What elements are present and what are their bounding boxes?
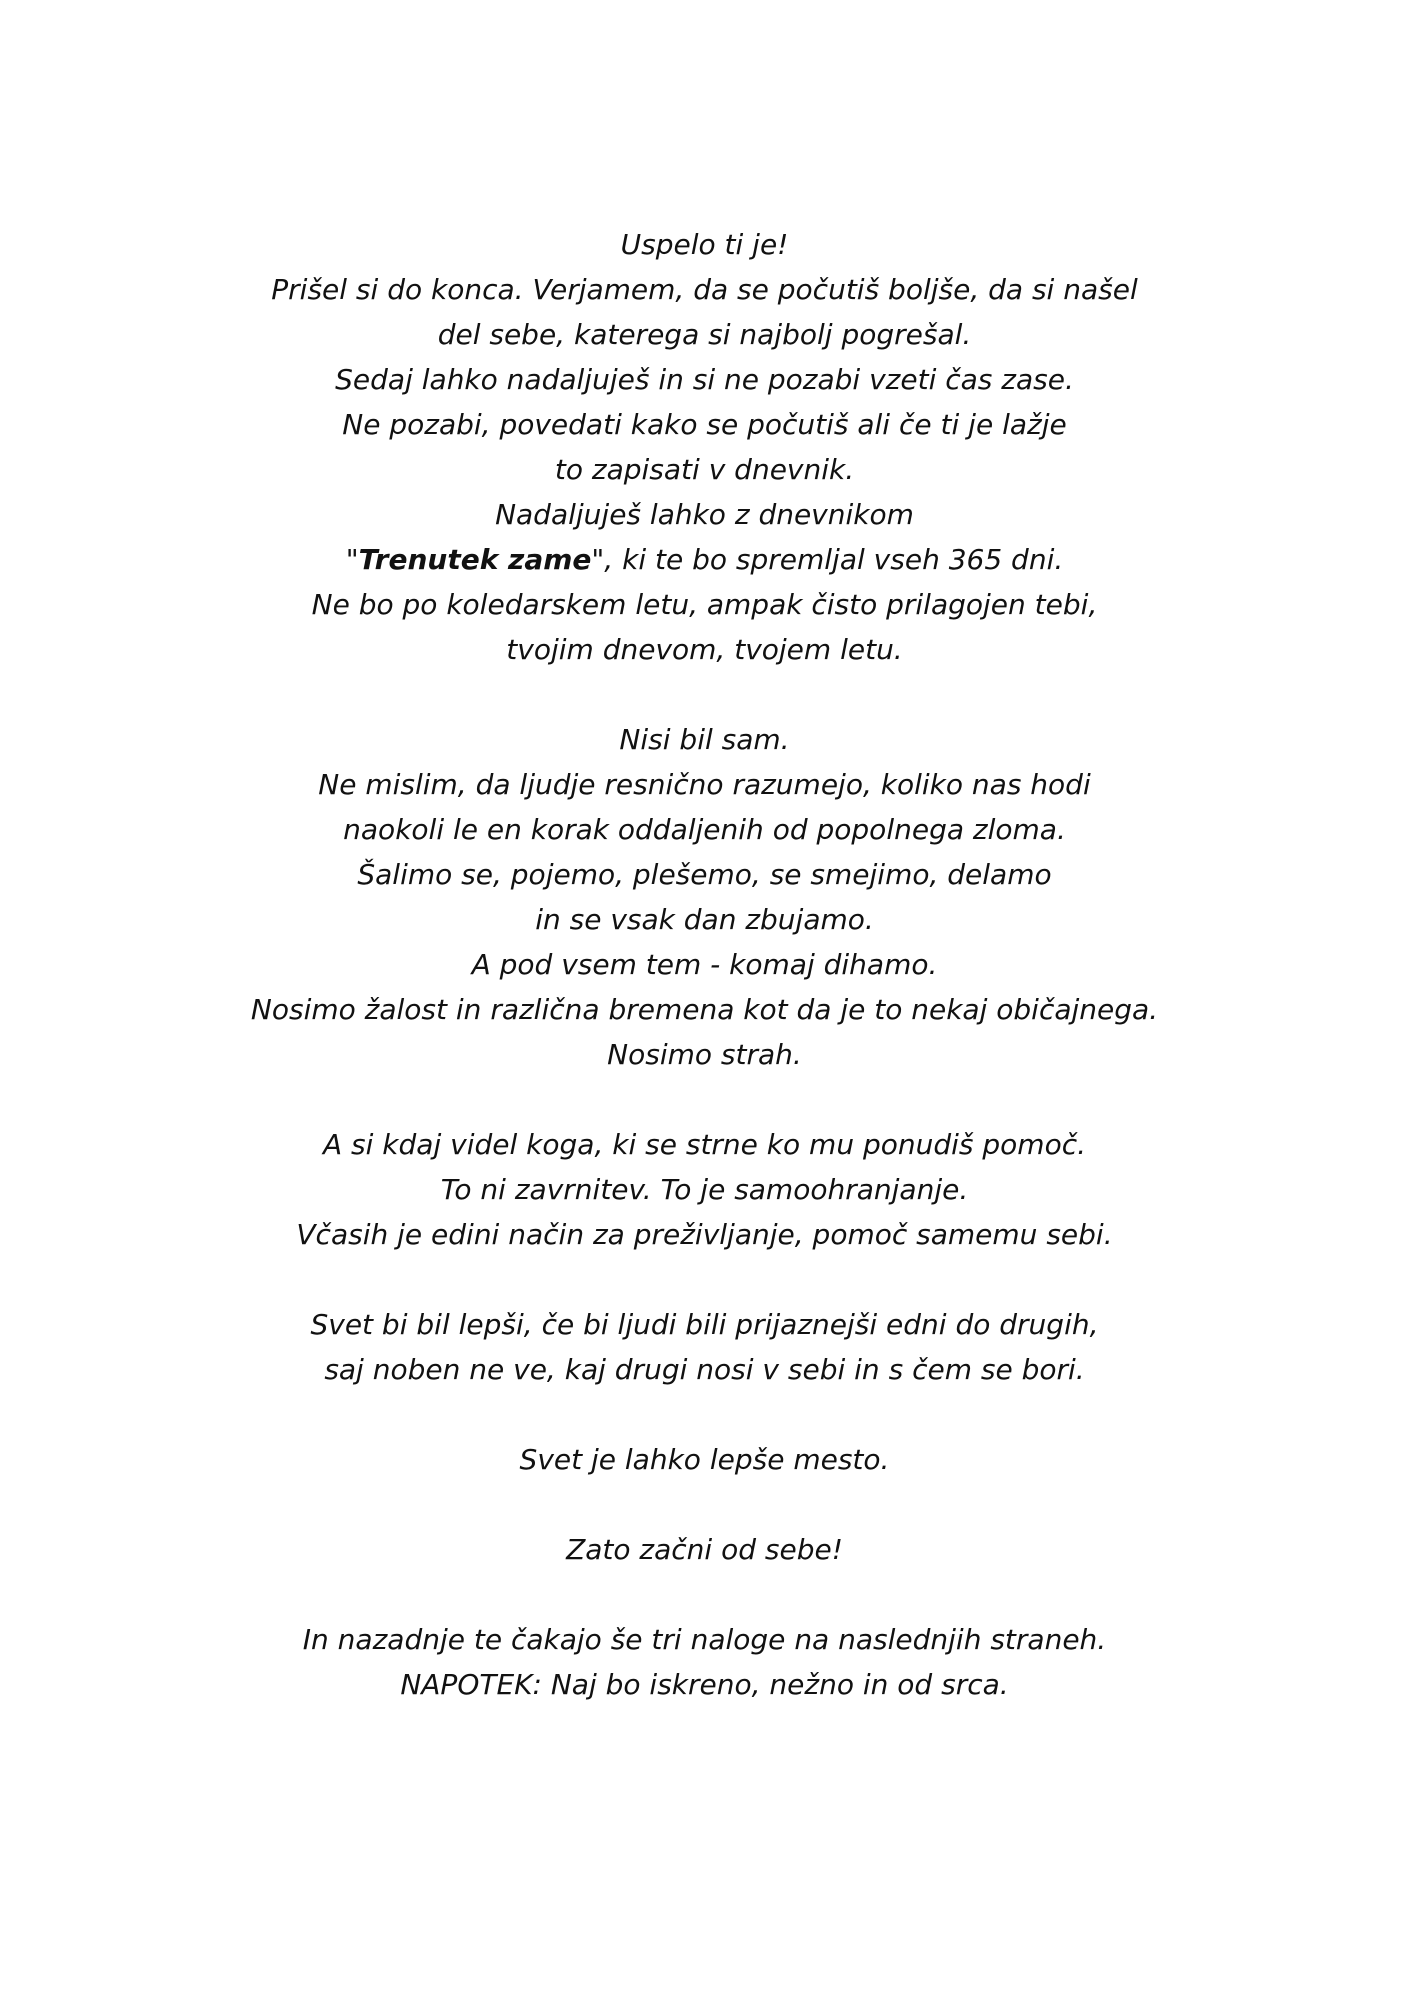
text-line: tvojim dnevom, tvojem letu. [506, 633, 903, 666]
text-line: Včasih je edini način za preživljanje, pomoč samemu sebi. [296, 1218, 1113, 1251]
stanza-better-place [0, 1437, 1409, 1482]
text-line: to zapisati v dnevnik. [554, 453, 855, 486]
open-quote: " [345, 543, 359, 576]
text-line: naokoli le en korak oddaljenih od popolnega zloma. [343, 813, 1066, 846]
text-line-journal-title [0, 537, 1409, 582]
text-line: Zato začni od sebe! [566, 1533, 843, 1566]
stanza-kinder-world [0, 1302, 1409, 1392]
text-line: To ni zavrnitev. To je samoohranjanje. [440, 1173, 969, 1206]
text-segment: ", ki te bo spremljal vseh 365 dni. [591, 543, 1064, 576]
text-line: Sedaj lahko nadaljuješ in si ne pozabi vzeti čas zase. [335, 363, 1074, 396]
text-line: A pod vsem tem - komaj dihamo. [471, 948, 938, 981]
text-line: del sebe, katerega si najbolj pogrešal. [437, 318, 972, 351]
text-line: Šalimo se, pojemo, plešemo, se smejimo, delamo [357, 858, 1052, 891]
text-line: Prišel si do konca. Verjamem, da se počutiš boljše, da si našel [271, 273, 1138, 306]
text-line: Ne pozabi, povedati kako se počutiš ali če ti je lažje [342, 408, 1067, 441]
text-line: in se vsak dan zbujamo. [535, 903, 874, 936]
text-line: Uspelo ti je! [620, 228, 789, 261]
text-line: Ne bo po koledarskem letu, ampak čisto prilagojen tebi, [311, 588, 1098, 621]
text-line: Nosimo strah. [607, 1038, 802, 1071]
stanza-self-preservation [0, 1122, 1409, 1257]
text-line: Nadaljuješ lahko z dnevnikom [495, 498, 914, 531]
journal-title: Trenutek zame [358, 543, 592, 576]
stanza-not-alone [0, 717, 1409, 1077]
text-line: In nazadnje te čakajo še tri naloge na naslednjih straneh. [302, 1623, 1107, 1656]
text-line: Svet je lahko lepše mesto. [519, 1443, 890, 1476]
stanza-start-with-yourself [0, 1527, 1409, 1572]
poem-text [0, 222, 1409, 1707]
text-line: A si kdaj videl koga, ki se strne ko mu ponudiš pomoč. [322, 1128, 1087, 1161]
text-line: Nisi bil sam. [619, 723, 790, 756]
stanza-final-tasks [0, 1617, 1409, 1707]
text-line: Svet bi bil lepši, če bi ljudi bili prijaznejši edni do drugih, [310, 1308, 1099, 1341]
text-line: Ne mislim, da ljudje resnično razumejo, koliko nas hodi [318, 768, 1091, 801]
text-line: Nosimo žalost in različna bremena kot da je to nekaj običajnega. [250, 993, 1159, 1026]
stanza-congratulations [0, 222, 1409, 672]
text-line: NAPOTEK: Naj bo iskreno, nežno in od srca. [400, 1668, 1009, 1701]
text-line: saj noben ne ve, kaj drugi nosi v sebi in s čem se bori. [324, 1353, 1085, 1386]
